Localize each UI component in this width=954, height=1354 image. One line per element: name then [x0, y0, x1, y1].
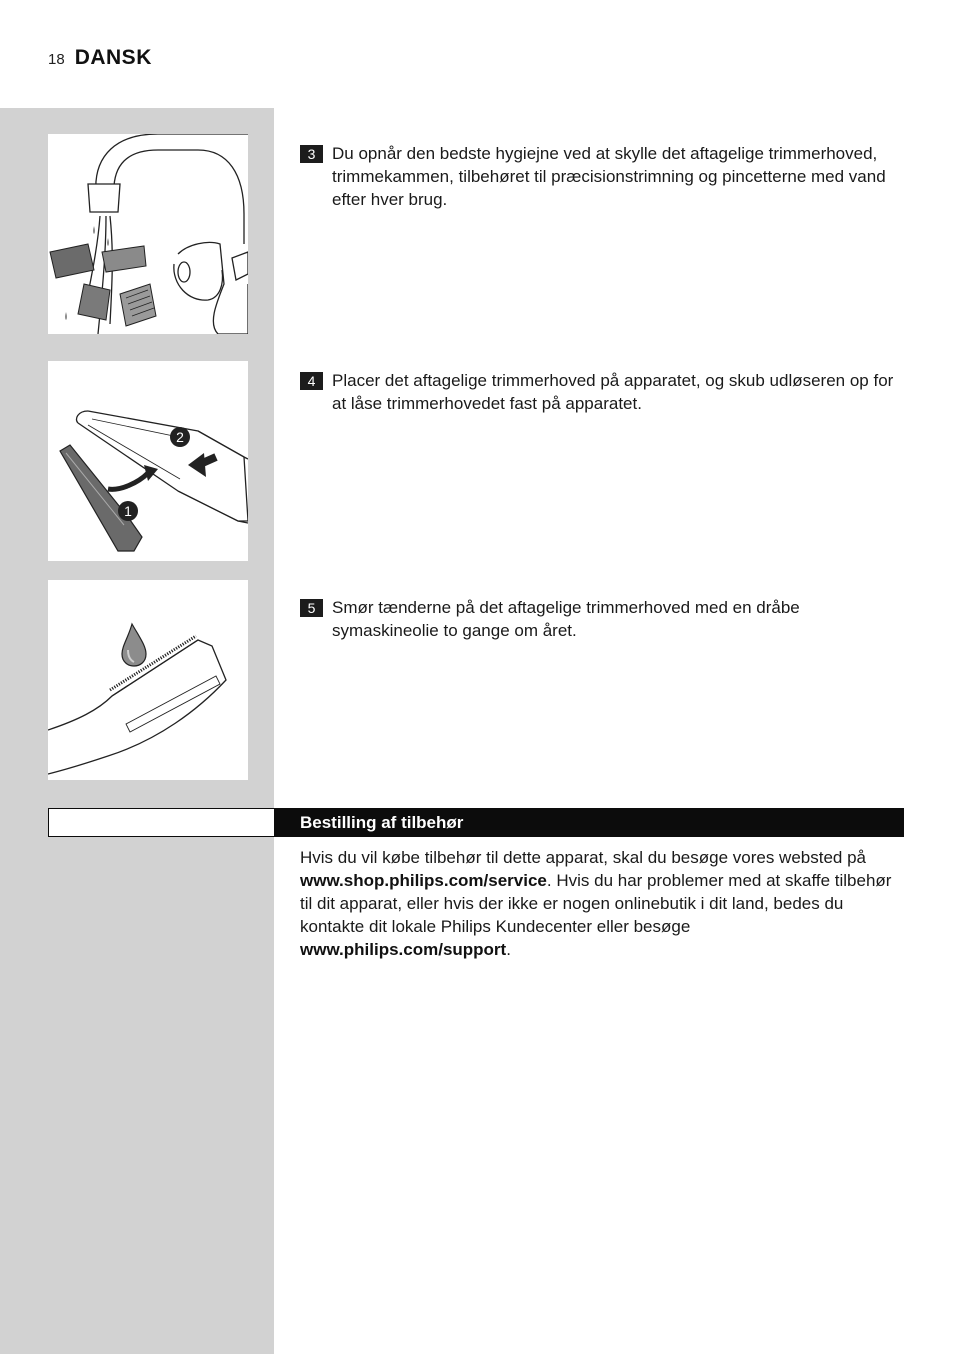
- step-number-badge: 4: [300, 372, 323, 390]
- section-paragraph: [300, 846, 900, 961]
- paragraph-text: . Hvis du har problemer med at skaffe tilbehør til dit apparat, eller hvis der ikke er nogen onlinebutik i dit land, bedes du kontakte dit lokale Philips Kundecenter eller besøge: [300, 871, 892, 936]
- step-4: [300, 369, 900, 415]
- section-bar-blank: [49, 809, 274, 836]
- callout-label: 1: [124, 503, 132, 519]
- rinse-illustration: [48, 134, 248, 334]
- step-text: Smør tænderne på det aftagelige trimmerhoved med en dråbe symaskineolie to gange om året.: [332, 598, 800, 640]
- page-language-title: DANSK: [74, 46, 152, 69]
- paragraph-text: Hvis du vil købe tilbehør til dette apparat, skal du besøge vores websted på: [300, 848, 867, 867]
- step-3: [300, 142, 900, 211]
- step-number-badge: 5: [300, 599, 323, 617]
- callout-label: 2: [176, 429, 184, 445]
- section-title: Bestilling af tilbehør: [300, 813, 464, 832]
- page-header: [48, 46, 152, 76]
- paragraph-text: .: [506, 940, 511, 959]
- step-5: [300, 596, 900, 642]
- page-number: 18: [48, 51, 65, 68]
- step-text: Placer det aftagelige trimmerhoved på apparatet, og skub udløseren op for at låse trimmerhovedet fast på apparatet.: [332, 371, 894, 413]
- oil-illustration: [48, 580, 248, 780]
- step-text: Du opnår den bedste hygiejne ved at skylle det aftagelige trimmerhoved, trimmekammen, tilbehøret til præcisionstrimning og pincetterne med vand efter hver brug.: [332, 144, 886, 209]
- figure-attach-trimmer-head: [48, 361, 248, 561]
- pointer-triangle: [248, 368, 274, 392]
- figure-rinse-under-tap: [48, 134, 248, 334]
- pointer-triangle: [248, 142, 274, 166]
- step-number-badge: 3: [300, 145, 323, 163]
- section-header-bar: [48, 808, 904, 837]
- pointer-triangle: [248, 596, 274, 620]
- attach-illustration: [48, 361, 248, 561]
- shop-link[interactable]: www.shop.philips.com/service: [300, 871, 547, 890]
- figure-oil-trimmer: [48, 580, 248, 780]
- support-link[interactable]: www.philips.com/support: [300, 940, 507, 959]
